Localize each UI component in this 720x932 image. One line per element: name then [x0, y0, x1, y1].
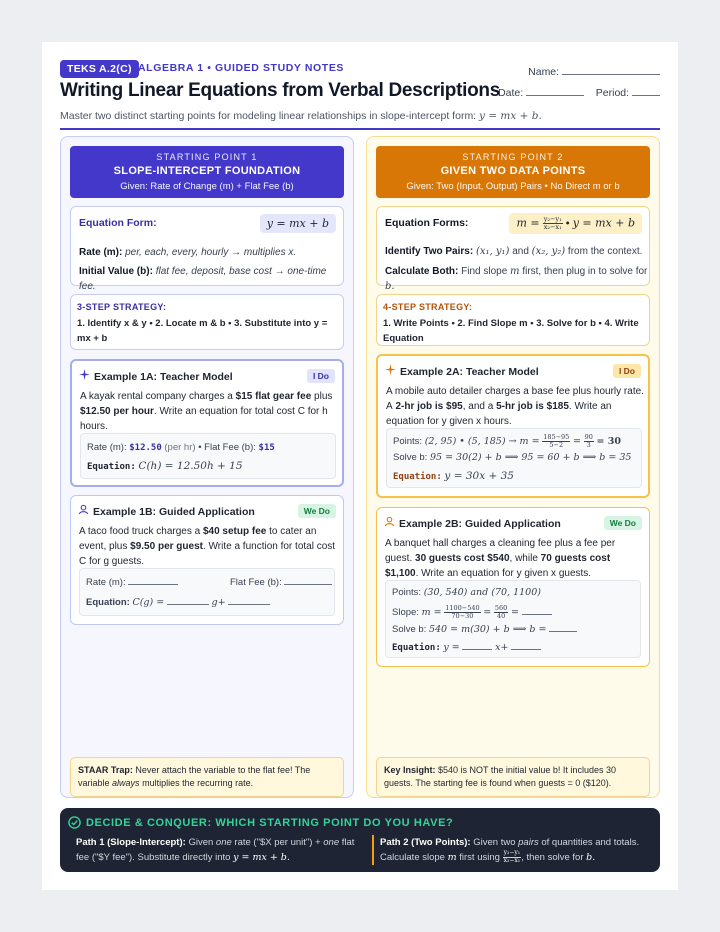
name-field[interactable] [562, 66, 660, 75]
sp2-strategy-card [376, 294, 650, 346]
example-2b-equation: Equation: y = x+ [392, 641, 541, 653]
example-1a-equation: Equation: C(h) = 12.50h + 15 [87, 460, 243, 472]
period-label: Period: [595, 87, 630, 99]
example-2b-slope: Slope: m = $\frac{1100-540}{70-30}$ = $\frac{560}{40}$ = [392, 605, 552, 620]
name-label: Name: [528, 66, 560, 78]
student-info [498, 66, 660, 99]
example-1b-rate-line: Rate (m): [86, 576, 178, 588]
sp1-strategy-card [70, 294, 344, 350]
intercept-blank[interactable] [228, 596, 270, 605]
sparkle-icon [79, 369, 91, 383]
sp2-eq-chip: m = $\frac{\text{y₂−y₁}}{\text{x₂−x₁}}$ • y = mx + b [509, 213, 642, 234]
slope-blank[interactable] [522, 606, 552, 615]
starting-point-1-column [60, 136, 354, 798]
period-field[interactable] [632, 87, 660, 96]
starting-point-2-column [366, 136, 660, 798]
decide-banner [60, 808, 660, 872]
example-1a-work [80, 433, 336, 479]
example-1b-title: Example 1B: Guided Application [78, 504, 255, 518]
example-2b-solve: Solve b: 540 = m(30) + b ⟹ b = [392, 623, 577, 635]
sp1-init-line: Initial Value (b): flat fee, deposit, base cost → one-time fee. [79, 266, 327, 292]
page-title: Writing Linear Equations from Verbal Descriptions [60, 80, 500, 101]
example-2b-card [376, 507, 650, 667]
path-2-text: Path 2 (Two Points): Given two pairs of quantities and totals. Calculate slope m first using $\frac{\text{y₂−y₁}}{\text{x₂−x₁}}$ , then solve for b. [372, 835, 654, 865]
eq-slope-blank[interactable] [462, 641, 492, 650]
sp1-strategy-body: 1. Identify x & y • 2. Locate m & b • 3. Substitute into y = mx + b [77, 318, 328, 344]
sp2-eq-label: Equation Forms: [385, 217, 469, 229]
example-1a-rate-line: Rate (m): $12.50 (per hr) • Flat Fee (b): $15 [87, 442, 275, 453]
key-insight-callout: Key Insight: $540 is NOT the initial value b! It includes 30 guests. The starting fee is found when guests = 0 ($120). [376, 757, 650, 797]
example-2b-points: Points: (30, 540) and (70, 1100) [392, 587, 541, 598]
i-do-badge: I Do [613, 364, 641, 378]
starting-point-2-header [376, 146, 650, 198]
intro-text: Master two distinct starting points for modeling linear relationships in slope-intercept form: y = mx + b. [60, 110, 542, 122]
date-label: Date: [498, 87, 524, 99]
example-2b-title: Example 2B: Guided Application [384, 516, 561, 530]
example-1a-text: A kayak rental company charges a $15 flat gear fee plus $12.50 per hour. Write an equation for total cost C for h hours. [80, 391, 333, 432]
teks-badge: TEKS A.2(C) [60, 60, 139, 78]
intercept-blank[interactable] [549, 623, 577, 632]
sp1-subtitle: Given: Rate of Change (m) + Flat Fee (b) [120, 181, 294, 192]
sp1-strategy-title: 3-STEP STRATEGY: [77, 302, 167, 312]
sp1-eq-label: Equation Form: [79, 217, 157, 229]
study-notes-page [42, 42, 678, 890]
example-2a-work [386, 428, 642, 488]
example-1b-text: A taco food truck charges a $40 setup fee to cater an event, plus $9.50 per guest. Write a function for total cost C for g guests. [79, 526, 336, 567]
staar-trap-callout: STAAR Trap: Never attach the variable to the flat fee! The variable always multiplies the recurring rate. [70, 757, 344, 797]
path-1-text: Path 1 (Slope-Intercept): Given one rate ("$X per unit") + one flat fee ("$Y fee"). Substitute directly into y = mx + b. [76, 837, 355, 863]
header-divider [60, 128, 660, 130]
sp2-strategy-title: 4-STEP STRATEGY: [383, 302, 473, 312]
sp1-equation-card [70, 206, 344, 292]
example-2a-card [376, 354, 650, 498]
slope-blank[interactable] [167, 596, 209, 605]
example-2a-points: Points: (2, 95) • (5, 185) → m = $\frac{185-95}{5-2}$ = $\frac{90}{3}$ = 30 [393, 433, 621, 449]
sparkle-icon [385, 364, 397, 378]
sp2-strategy-body: 1. Write Points • 2. Find Slope m • 3. Solve for b • 4. Write Equation [383, 318, 639, 344]
subject-label: ALGEBRA 1 • GUIDED STUDY NOTES [138, 62, 345, 74]
i-do-badge: I Do [307, 369, 335, 383]
example-1b-fee-line: Flat Fee (b): [230, 576, 332, 588]
example-2a-title: Example 2A: Teacher Model [385, 364, 539, 378]
example-1b-work [79, 568, 335, 616]
banner-title: DECIDE & CONQUER: WHICH STARTING POINT DO YOU HAVE? [86, 817, 454, 829]
sp2-title: GIVEN TWO DATA POINTS [440, 165, 586, 177]
example-2a-text: A mobile auto detailer charges a base fee plus hourly rate. A 2-hr job is $95, and a 5-hr job is $185. Write an equation for y given x hours. [386, 386, 644, 427]
example-1a-card [70, 359, 344, 487]
we-do-badge: We Do [298, 504, 336, 518]
sp2-calculate-line: Calculate Both: Find slope m first, then plug in to solve for b. [385, 266, 648, 292]
example-1a-title: Example 1A: Teacher Model [79, 369, 233, 383]
sp2-kicker: STARTING POINT 2 [462, 152, 564, 162]
rate-blank[interactable] [128, 576, 178, 585]
eq-intercept-blank[interactable] [511, 641, 541, 650]
example-2a-solve: Solve b: 95 = 30(2) + b ⟹ 95 = 60 + b ⟹ b = 35 [393, 452, 632, 463]
sp1-rate-line: Rate (m): per, each, every, hourly → multiplies x. [79, 247, 297, 258]
fee-blank[interactable] [284, 576, 332, 585]
example-1b-card [70, 495, 344, 625]
example-1b-equation: Equation: C(g) = g+ [86, 596, 270, 608]
we-do-badge: We Do [604, 516, 642, 530]
sp2-subtitle: Given: Two (Input, Output) Pairs • No Direct m or b [406, 181, 620, 192]
example-2b-work [385, 580, 641, 658]
example-2a-equation: Equation: y = 30x + 35 [393, 470, 514, 482]
date-field[interactable] [526, 87, 584, 96]
sp1-kicker: STARTING POINT 1 [156, 152, 258, 162]
starting-point-1-header [70, 146, 344, 198]
sp1-eq-chip: y = mx + b [260, 214, 336, 233]
example-2b-text: A banquet hall charges a cleaning fee plus a fee per guest. 30 guests cost $540, while 70 guests cost $1,100. Write an equation for y given x guests. [385, 538, 616, 579]
user-icon [384, 516, 396, 530]
sp1-title: SLOPE-INTERCEPT FOUNDATION [113, 165, 301, 177]
sp2-identify-line: Identify Two Pairs: (x₁, y₁) and (x₂, y₂) from the context. [385, 246, 643, 257]
sp2-equation-card [376, 206, 650, 292]
check-circle-icon [68, 816, 81, 834]
user-icon [78, 504, 90, 518]
